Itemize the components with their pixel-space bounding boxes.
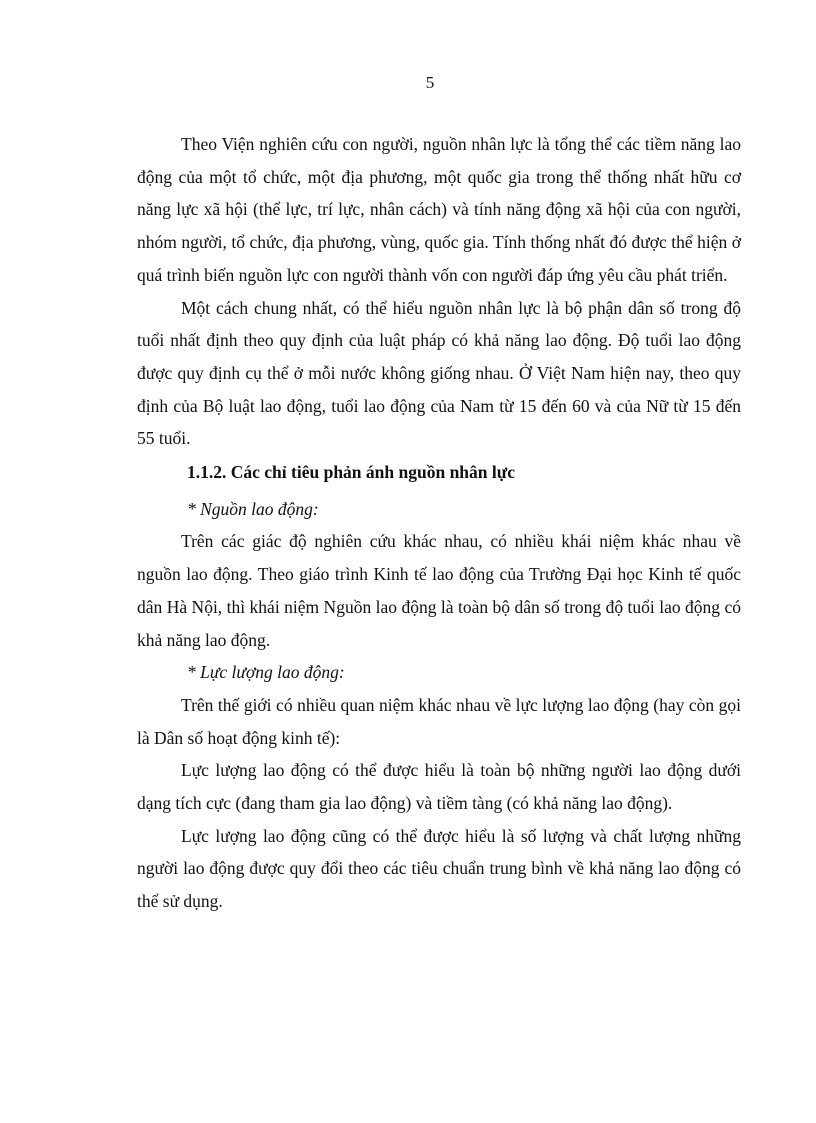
paragraph: Theo Viện nghiên cứu con người, nguồn nhân lực là tổng thể các tiềm năng lao động của một tổ chức, một địa phương, một quốc gia trong thể thống nhất hữu cơ năng lực xã hội (thể lực, trí lực, nhân cách) và tính năng động xã hội của con người, nhóm người, tổ chức, địa phương, vùng, quốc gia. Tính thống nhất đó được thể hiện ở quá trình biến nguồn lực con người thành vốn con người đáp ứng yêu cầu phát triển. <box>137 134 741 285</box>
paragraph: Lực lượng lao động có thể được hiểu là toàn bộ những người lao động dưới dạng tích cực (đang tham gia lao động) và tiềm tàng (có khả năng lao động). <box>137 760 741 814</box>
labor-source-label: * Nguồn lao động: <box>187 498 319 519</box>
paragraph: Trên thế giới có nhiều quan niệm khác nhau về lực lượng lao động (hay còn gọi là Dân số hoạt động kinh tế): <box>137 694 741 748</box>
page-number: 5 <box>425 73 435 92</box>
labor-force-label: * Lực lượng lao động: <box>187 662 345 683</box>
paragraph: Trên các giác độ nghiên cứu khác nhau, có nhiều khái niệm khác nhau về nguồn lao động. Theo giáo trình Kinh tế lao động của Trường Đại học Kinh tế quốc dân Hà Nội, thì khái niệm Nguồn lao động là toàn bộ dân số trong độ tuổi lao động có khả năng lao động. <box>137 531 741 650</box>
body-text <box>137 128 741 918</box>
paragraph: Một cách chung nhất, có thể hiểu nguồn nhân lực là bộ phận dân số trong độ tuổi nhất định theo quy định của luật pháp có khả năng lao động. Độ tuổi lao động được quy định cụ thể ở mỗi nước không giống nhau. Ở Việt Nam hiện nay, theo quy định của Bộ luật lao động, tuổi lao động của Nam từ 15 đến 60 và của Nữ từ 15 đến 55 tuổi. <box>137 297 741 449</box>
section-heading: 1.1.2. Các chỉ tiêu phản ánh nguồn nhân lực <box>187 462 516 483</box>
paragraph: Lực lượng lao động cũng có thể được hiểu là số lượng và chất lượng những người lao động được quy đổi theo các tiêu chuẩn trung bình về khả năng lao động có thể sử dụng. <box>137 825 741 912</box>
